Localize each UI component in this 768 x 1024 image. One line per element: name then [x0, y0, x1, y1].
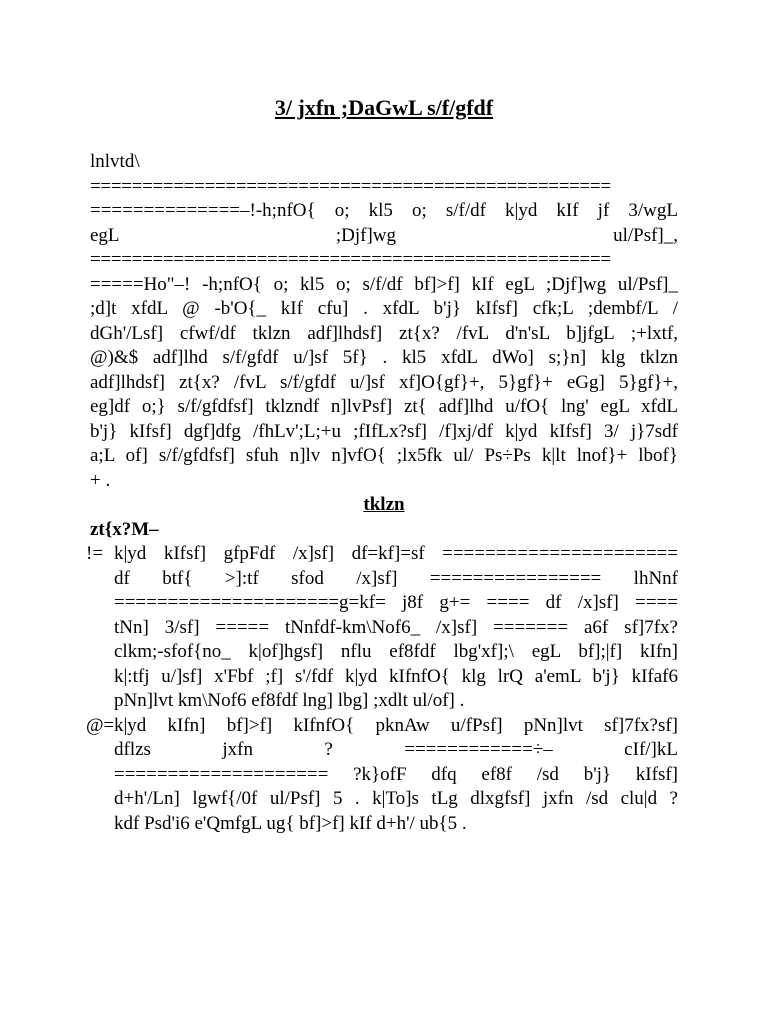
item-number: !=: [86, 543, 104, 564]
item-line: tNn] 3/sf] ===== tNnfdf-km\Nof6_ /x]sf] ======= a6f sf]7fx?: [114, 616, 678, 638]
document-title: 3/ jxfn ;DaGwL s/f/gfdf: [274, 95, 494, 120]
paragraph-line: egL ;Djf]wg ul/Psf]_,: [90, 224, 678, 246]
paragraph-line: a;L of] s/f/gfdfsf] sfuh n]lv n]vfO{ ;lx5fk ul/ Ps÷Ps k|lt lnof}+ lbof}: [90, 445, 678, 466]
item-line: dflzs jxfn ? ============÷– cIf/]kL: [114, 739, 678, 760]
item-line: k|yd kIfsf] gfpFdf /x]sf] df=kf]=sf ======================: [114, 543, 678, 564]
paragraph-line: =====Ho"–! -h;nfO{ o; kl5 o; s/f/df bf]>f] kIf egL ;Djf]wg ul/Psf]_: [90, 273, 678, 295]
paragraph-line: ;d]t xfdL @ -b'O{_ kIf cfu] . xfdL b'j} kIfsf] cfk;L ;dembf/L /: [90, 298, 678, 319]
greeting: lnlvtd\: [90, 151, 140, 172]
item-number: @=: [86, 714, 115, 736]
paragraph-line: + .: [90, 469, 111, 491]
paragraph-line: adf]lhdsf] zt{x? /fvL s/f/gfdf u/]sf xf]O{gf}+, 5}gf}+ eGg] 5}gf}+,: [90, 371, 678, 393]
document-body: [86, 150, 678, 836]
item-line: k|yd kIfn] bf]>f] kIfnfO{ pknAw u/fPsf] pNn]lvt sf]7fx?sf]: [114, 714, 678, 736]
item-line: =====================g=kf= j8f g+= ==== df /x]sf] ====: [114, 592, 678, 613]
item-line: pNn]lvt km\Nof6 ef8fdf lng] lbg] ;xdlt ul/of] .: [114, 690, 465, 711]
intro-paragraph: [90, 199, 678, 493]
item-line: df btf{ >]:tf sfod /x]sf] ================ lhNnf: [114, 567, 678, 589]
paragraph-line: ==============–!-h;nfO{ o; kl5 o; s/f/df k|yd kIf jf 3/wgL: [90, 200, 678, 221]
paragraph-line: @)&$ adf]lhd s/f/gfdf u/]sf 5f} . kl5 xfdL dWo] s;}n] klg tklzn: [90, 347, 678, 368]
paragraph-line: eg]df o;} s/f/gfdfsf] tklzndf n]lvPsf] zt{ adf]lhd u/fO{ lng' egL xfdL: [90, 396, 678, 417]
paragraph-line: dGh'/Lsf] cfwf/df tklzn adf]lhdsf] zt{x? /fvL d'n'sL b]jfgL ;+lxtf,: [90, 322, 678, 344]
condition-item: [86, 714, 678, 837]
conditions-heading: zt{x?M–: [90, 518, 159, 540]
section-heading: tklzn: [363, 494, 405, 515]
item-line: k|:tfj u/]sf] x'Fbf ;f] s'/fdf k|yd kIfnfO{ klg lrQ a'emL b'j} kIfaf6: [114, 665, 678, 687]
condition-item: [86, 542, 678, 714]
item-line: clkm;-sfof{no_ k|of]hgsf] nflu ef8fdf lbg'xf];\ egL bf];|f] kIfn]: [114, 641, 678, 662]
item-line: kdf Psd'i6 e'QmfgL ug{ bf]>f] kIf d+h'/ ub{5 .: [114, 812, 467, 834]
paragraph-line: ==================================================: [90, 249, 611, 270]
separator-line: ==================================================: [90, 175, 611, 197]
item-line: d+h'/Ln] lgwf{/0f ul/Psf] 5 . k|To]s tLg dlxgfsf] jxfn /sd clu|d ?: [114, 788, 678, 809]
paragraph-line: b'j} kIfsf] dgf]dfg /fhLv';L;+u ;fIfLx?sf] /f]xj/df k|yd kIfsf] 3/ j}7sdf: [90, 420, 678, 442]
item-line: ==================== ?k}ofF dfq ef8f /sd b'j} kIfsf]: [114, 763, 678, 785]
